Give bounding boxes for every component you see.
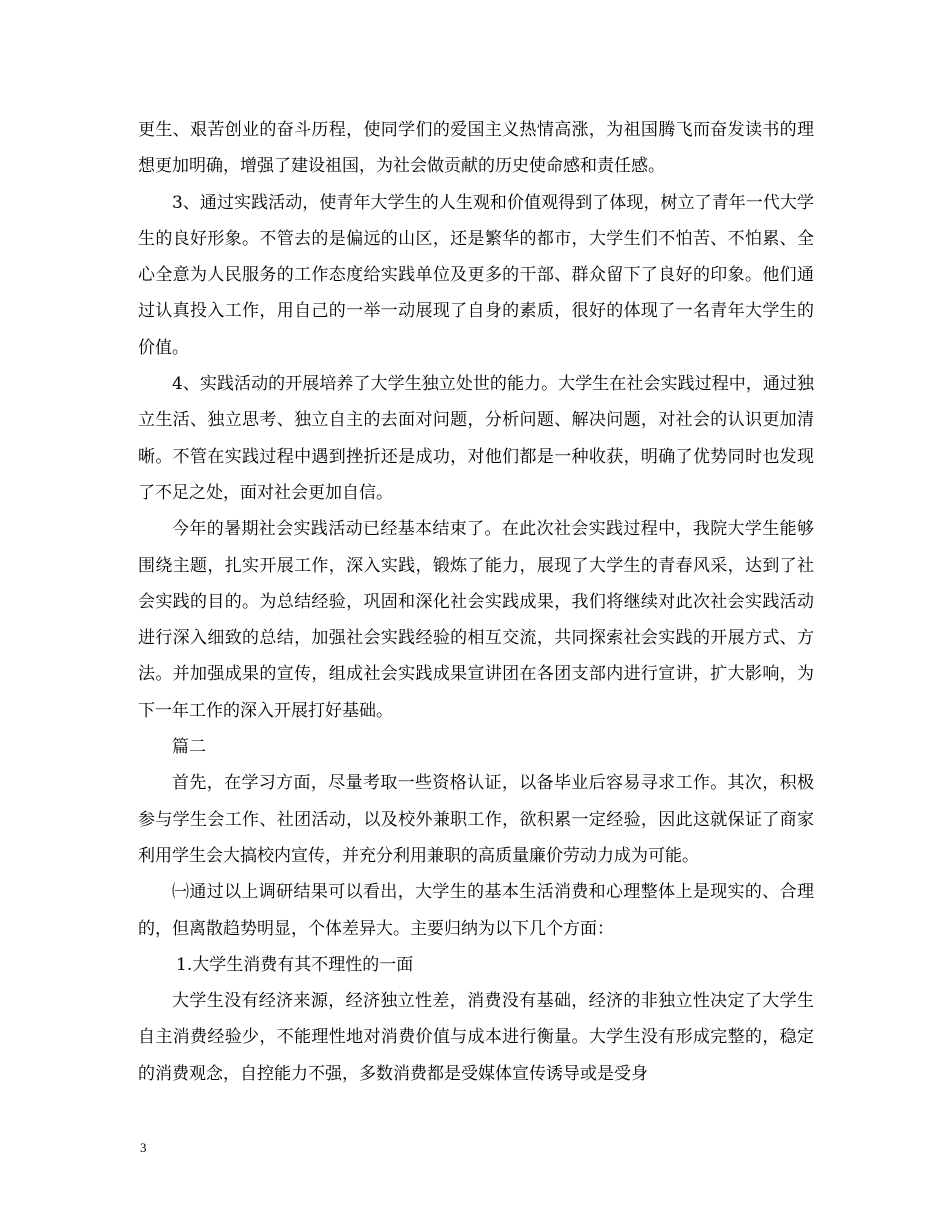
section-heading-part-two: 篇二 [172,737,206,758]
paragraph-study: 首先，在学习方面，尽量考取一些资格认证，以备毕业后容易寻求工作。其次，积极参与学生会工作、社团活动，以及校外兼职工作，欲积累一定经验，因此这就保证了商家利用学生会大搞校内宣传，并充分利用兼职的高质量廉价劳动力成为可能。 [138,773,814,866]
paragraph-consumption: 大学生没有经济来源，经济独立性差，消费没有基础，经济的非独立性决定了大学生自主消费经验少，不能理性地对消费价值与成本进行衡量。大学生没有形成完整的，稳定的消费观念，自控能力不强，多数消费都是受媒体宣传诱导或是受身 [138,991,814,1084]
document-body [138,112,814,1092]
paragraph-continuation: 更生、艰苦创业的奋斗历程，使同学们的爱国主义热情高涨，为祖国腾飞而奋发读书的理想更加明确，增强了建设祖国，为社会做贡献的历史使命感和责任感。 [138,120,814,177]
page-number: 3 [140,1140,147,1155]
paragraph-summary: 今年的暑期社会实践活动已经基本结束了。在此次社会实践过程中，我院大学生能够围绕主题，扎实开展工作，深入实践，锻炼了能力，展现了大学生的青春风采，达到了社会实践的目的。为总结经验，巩固和深化社会实践成果，我们将继续对此次社会实践活动进行深入细致的总结，加强社会实践经验的相互交流，共同探索社会实践的开展方式、方法。并加强成果的宣传，组成社会实践成果宣讲团在各团支部内进行宣讲，扩大影响，为下一年工作的深入开展打好基础。 [138,519,814,721]
paragraph-point-3: 3、通过实践活动，使青年大学生的人生观和价值观得到了体现，树立了青年一代大学生的良好形象。不管去的是偏远的山区，还是繁华的都市，大学生们不怕苦、不怕累、全心全意为人民服务的工作态度给实践单位及更多的干部、群众留下了良好的印象。他们通过认真投入工作，用自己的一举一动展现了自身的素质，很好的体现了一名青年大学生的价值。 [138,192,814,358]
subheading-irrational-consumption: 1.大学生消费有其不理性的一面 [176,954,414,975]
paragraph-point-4: 4、实践活动的开展培养了大学生独立处世的能力。大学生在社会实践过程中，通过独立生活、独立思考、独立自主的去面对问题，分析问题、解决问题，对社会的认识更加清晰。不管在实践过程中遇到挫折还是成功，对他们都是一种收获，明确了优势同时也发现了不足之处，面对社会更加自信。 [138,374,814,503]
paragraph-survey-result: ㈠通过以上调研结果可以看出，大学生的基本生活消费和心理整体上是现实的、合理的，但离散趋势明显，个体差异大。主要归纳为以下几个方面： [138,882,814,939]
